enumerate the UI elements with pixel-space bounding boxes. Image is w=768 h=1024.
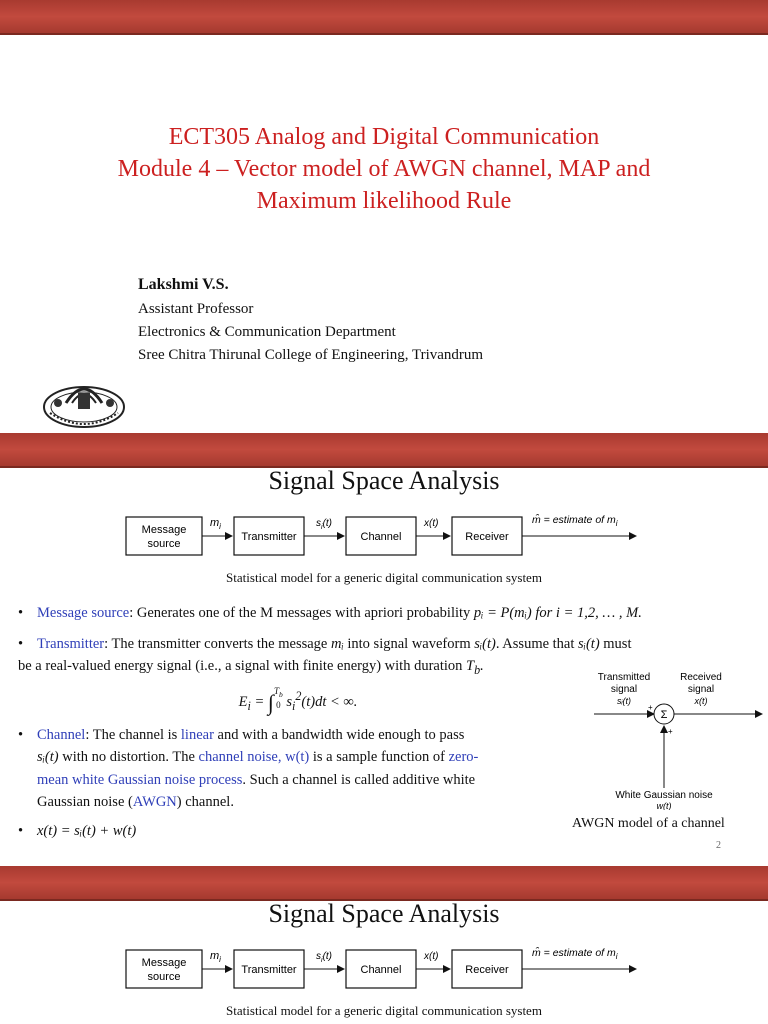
bullet-xt: • x(t) = sᵢ(t) + w(t) — [18, 822, 137, 839]
bullet2-text-a: : The transmitter converts the message — [104, 635, 331, 652]
system-block-diagram — [120, 510, 650, 565]
system-block-diagram-2 — [120, 943, 650, 998]
bullet3-line4-a: Gaussian noise ( — [37, 794, 133, 811]
awgn-xt: x(t) — [694, 696, 708, 706]
svg-text:Receiver: Receiver — [465, 964, 509, 976]
slide1 — [0, 33, 768, 433]
bullet2-line2-math: $T_b$. — [466, 658, 484, 677]
svg-text:source: source — [147, 971, 181, 983]
college-seal-icon — [36, 373, 132, 433]
term-linear: linear — [180, 726, 214, 743]
slide1-top-bar — [0, 0, 768, 35]
awgn-model-figure — [586, 670, 766, 815]
bullet-channel: • Channel: The channel is linear and with a bandwidth wide enough to pass sᵢ(t) with no distortion. The channel noise, w(t) is a sample function of zero- mean white Gaussian noise process. Such a channel is called additive white Gaussian noise (AWGN) channel. — [18, 726, 479, 811]
svg-text:x(t): x(t) — [424, 951, 439, 962]
term-channel: Channel — [37, 726, 86, 743]
slide2 — [0, 466, 768, 866]
label-estimate: m̂ = estimate of $m_i$ — [532, 514, 618, 528]
awgn-noise-label: White Gaussian noise — [615, 790, 713, 801]
author-name: Lakshmi V.S. — [138, 276, 229, 293]
bullet3-text-a: : The channel is — [85, 726, 181, 743]
bullet2-text-c: . Assume that — [495, 635, 579, 652]
receiver-label: Receiver — [465, 531, 509, 543]
summer-sigma: Σ — [660, 709, 668, 721]
bullet3-line2-a: with no distortion. The — [58, 749, 199, 766]
bullet2-math-b: sᵢ(t) — [474, 635, 496, 652]
channel-label: Channel — [360, 531, 402, 543]
author-dept: Electronics & Communication Department — [138, 324, 396, 340]
bullet4-math: x(t) = sᵢ(t) + w(t) — [37, 822, 137, 839]
label-si: $s_i(t)$ — [316, 518, 333, 531]
awgn-signal2: signal — [687, 684, 715, 695]
diagram-caption-2: Statistical model for a generic digital communication system — [226, 1003, 542, 1018]
term-awgn: AWGN — [132, 794, 177, 811]
bullet-message-source: • Message source: Generates one of the M messages with apriori probability pᵢ = P(mᵢ) for i = 1,2, … , M. — [18, 605, 642, 621]
slide2-title: Signal Space Analysis — [268, 466, 500, 495]
term-white-gaussian: mean white Gaussian noise process — [37, 771, 243, 788]
energy-equation: $E_i = \int T_b$ 0 $s_i^2(t)dt$ < ∞. — [238, 686, 358, 716]
bullet2-line2-text: be a real-valued energy signal (i.e., a signal with finite energy) with duration — [18, 658, 467, 674]
bullet2-text-b: into signal waveform — [343, 635, 475, 652]
svg-text:Message: Message — [141, 957, 187, 969]
plus-1: + — [648, 703, 653, 712]
slide1-title-line3: Maximum likelihood Rule — [256, 188, 512, 214]
bullet-transmitter: • Transmitter: The transmitter converts the message mᵢ into signal waveform sᵢ(t). Assume that sᵢ(t) must — [18, 635, 632, 652]
slide3 — [0, 899, 768, 1024]
awgn-signal1: signal — [610, 684, 638, 695]
slide1-title-line1: ECT305 Analog and Digital Communication — [168, 124, 600, 150]
bullet2-text-d: must — [599, 635, 632, 652]
plus-2: + — [668, 727, 673, 736]
bullet3-line3: . Such a channel is called additive white — [242, 771, 476, 788]
message-source-label: Message — [141, 524, 187, 536]
bullet3-line4-b: ) channel. — [176, 794, 234, 811]
bullet1-text: : Generates one of the M messages with apriori probability — [129, 605, 474, 621]
author-role: Assistant Professor — [138, 301, 254, 317]
awgn-wt: w(t) — [656, 801, 672, 810]
awgn-received: Received — [680, 672, 722, 683]
term-zero: zero- — [448, 749, 479, 766]
awgn-caption: AWGN model of a channel — [572, 816, 725, 831]
awgn-si: sᵢ(t) — [616, 696, 632, 706]
slide3-top-bar — [0, 866, 768, 901]
message-source-label2: source — [147, 538, 181, 550]
slide3-title: Signal Space Analysis — [268, 899, 500, 928]
svg-text:mi: $m_i$ — [210, 950, 221, 964]
transmitter-label: Transmitter — [241, 531, 297, 543]
awgn-transmitted: Transmitted — [597, 672, 651, 683]
bullet3-line2-b: is a sample function of — [309, 749, 449, 766]
term-transmitter: Transmitter — [37, 635, 105, 652]
svg-text:si(t): $s_i(t)$ — [316, 951, 333, 964]
bullet2-math-c: sᵢ(t) — [578, 635, 600, 652]
author-block — [138, 273, 483, 367]
svg-text:Transmitter: Transmitter — [241, 964, 297, 976]
page-number: 2 — [716, 840, 721, 851]
label-xt: x(t) — [424, 518, 439, 529]
bullet2-math-a: mᵢ — [330, 635, 344, 652]
slide2-top-bar — [0, 433, 768, 468]
svg-text:m̂ = estimate of mi: m̂ = estimate of $m_i$ — [532, 947, 618, 961]
label-mi: $m_i$ — [210, 517, 221, 531]
term-channel-noise: channel noise, w(t) — [198, 749, 310, 766]
bullet1-math: pᵢ = P(mᵢ) for i = 1,2, … , M. — [473, 605, 642, 621]
bullet3-text-b: and with a bandwidth wide enough to pass — [213, 726, 465, 743]
author-college: Sree Chitra Thirunal College of Engineering, Trivandrum — [138, 347, 484, 363]
svg-text:Channel: Channel — [360, 964, 402, 976]
diagram-caption: Statistical model for a generic digital communication system — [226, 570, 542, 585]
bullet3-line2-math: sᵢ(t) — [37, 749, 59, 766]
term-message-source: Message source — [37, 605, 130, 621]
slide1-title-line2: Module 4 – Vector model of AWGN channel, MAP and — [117, 156, 651, 182]
